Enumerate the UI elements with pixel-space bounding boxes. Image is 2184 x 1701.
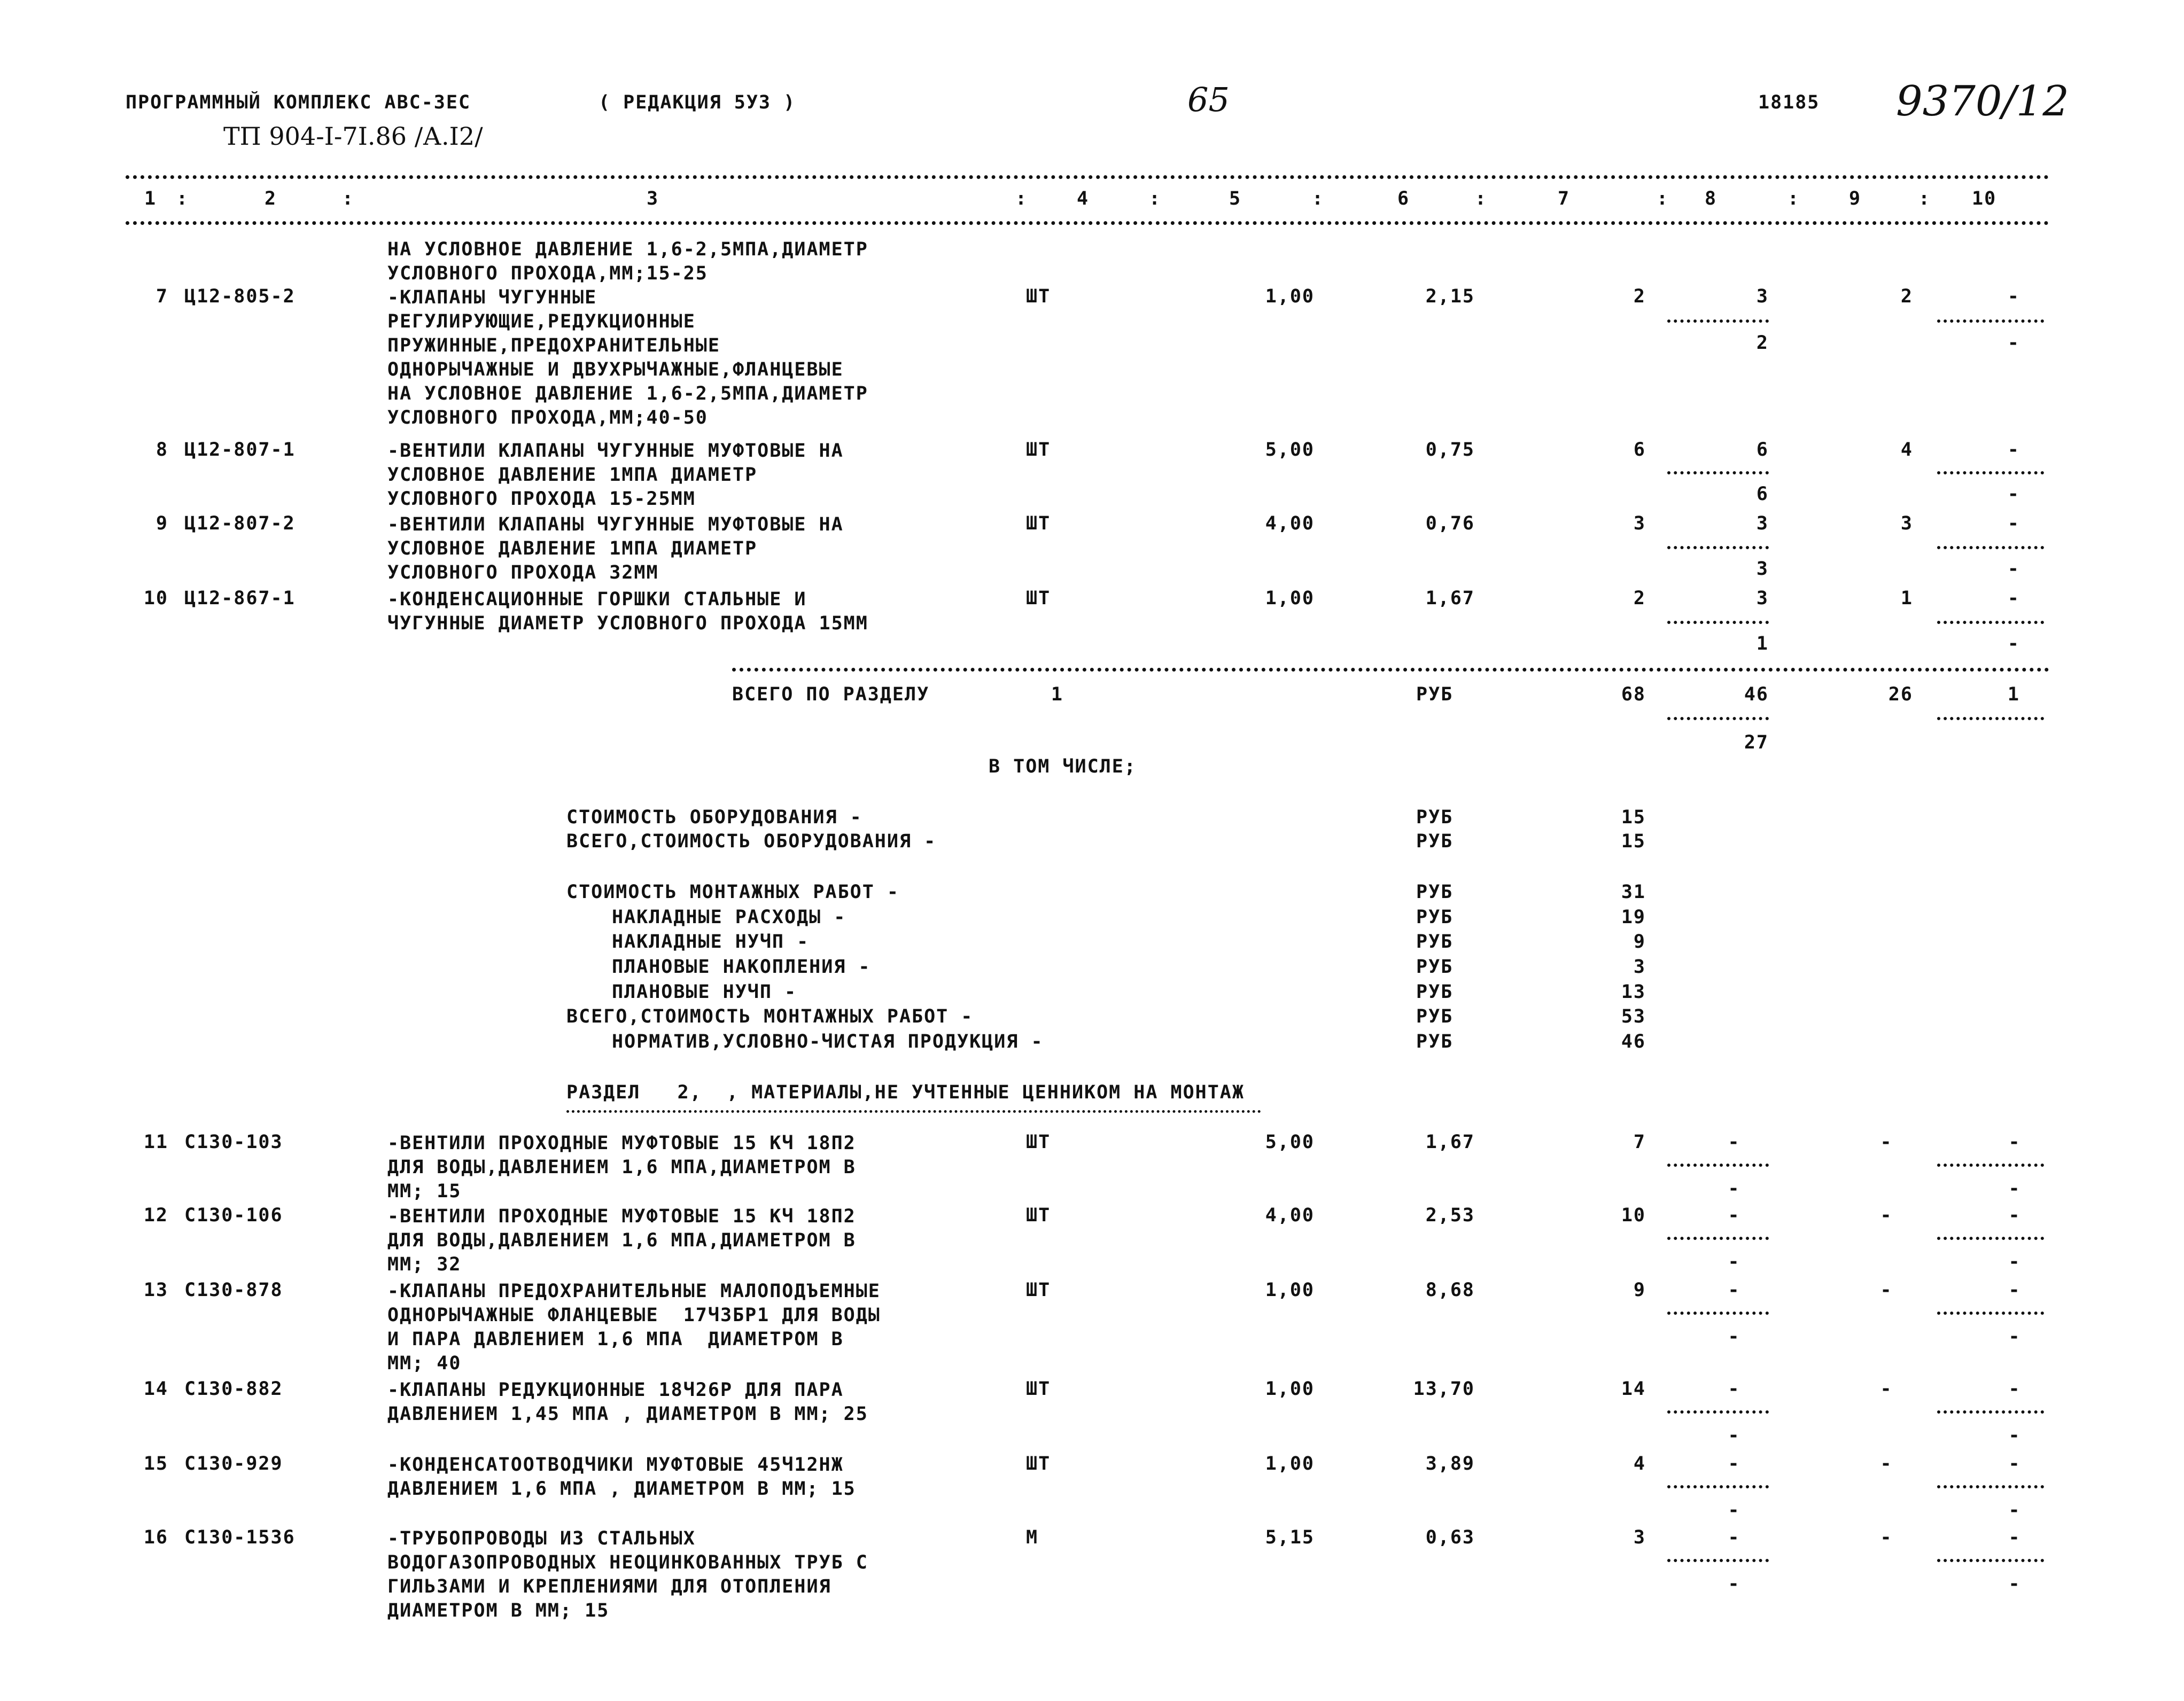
total-rule xyxy=(732,668,2049,672)
col-8: 8 xyxy=(1705,188,1717,209)
edition: ( РЕДАКЦИЯ 5У3 ) xyxy=(599,92,796,113)
col-1: 1 xyxy=(144,188,157,209)
page-number: 65 xyxy=(1187,80,1230,119)
section2-title: РАЗДЕЛ 2, , МАТЕРИАЛЫ,НЕ УЧТЕННЫЕ ЦЕННИКОМ НА МОНТАЖ xyxy=(566,1082,1245,1103)
header-rule-bottom xyxy=(126,221,2049,225)
col-7: 7 xyxy=(1558,188,1571,209)
col-5: 5 xyxy=(1229,188,1242,209)
project-code: ТП 904-I-7I.86 /А.I2/ xyxy=(223,122,483,151)
program-name: ПРОГРАММНЫЙ КОМПЛЕКС АВС-ЗЕС xyxy=(126,92,471,113)
doc-code: 18185 xyxy=(1758,92,1820,113)
col-2: 2 xyxy=(265,188,277,209)
col-9: 9 xyxy=(1849,188,1862,209)
header-rule-top xyxy=(126,175,2049,179)
col-10: 10 xyxy=(1972,188,1997,209)
handwritten-mark: 9370/12 xyxy=(1896,77,2070,126)
including-title: В ТОМ ЧИСЛЕ; xyxy=(989,756,1137,777)
row-continuation-desc: НА УСЛОВНОЕ ДАВЛЕНИЕ 1,6-2,5МПА,ДИАМЕТР УСЛОВНОГО ПРОХОДА,ММ;15-25 xyxy=(387,239,868,284)
col-3: 3 xyxy=(647,188,659,209)
section2-underline xyxy=(566,1110,1261,1113)
col-4: 4 xyxy=(1077,188,1090,209)
col-6: 6 xyxy=(1397,188,1410,209)
